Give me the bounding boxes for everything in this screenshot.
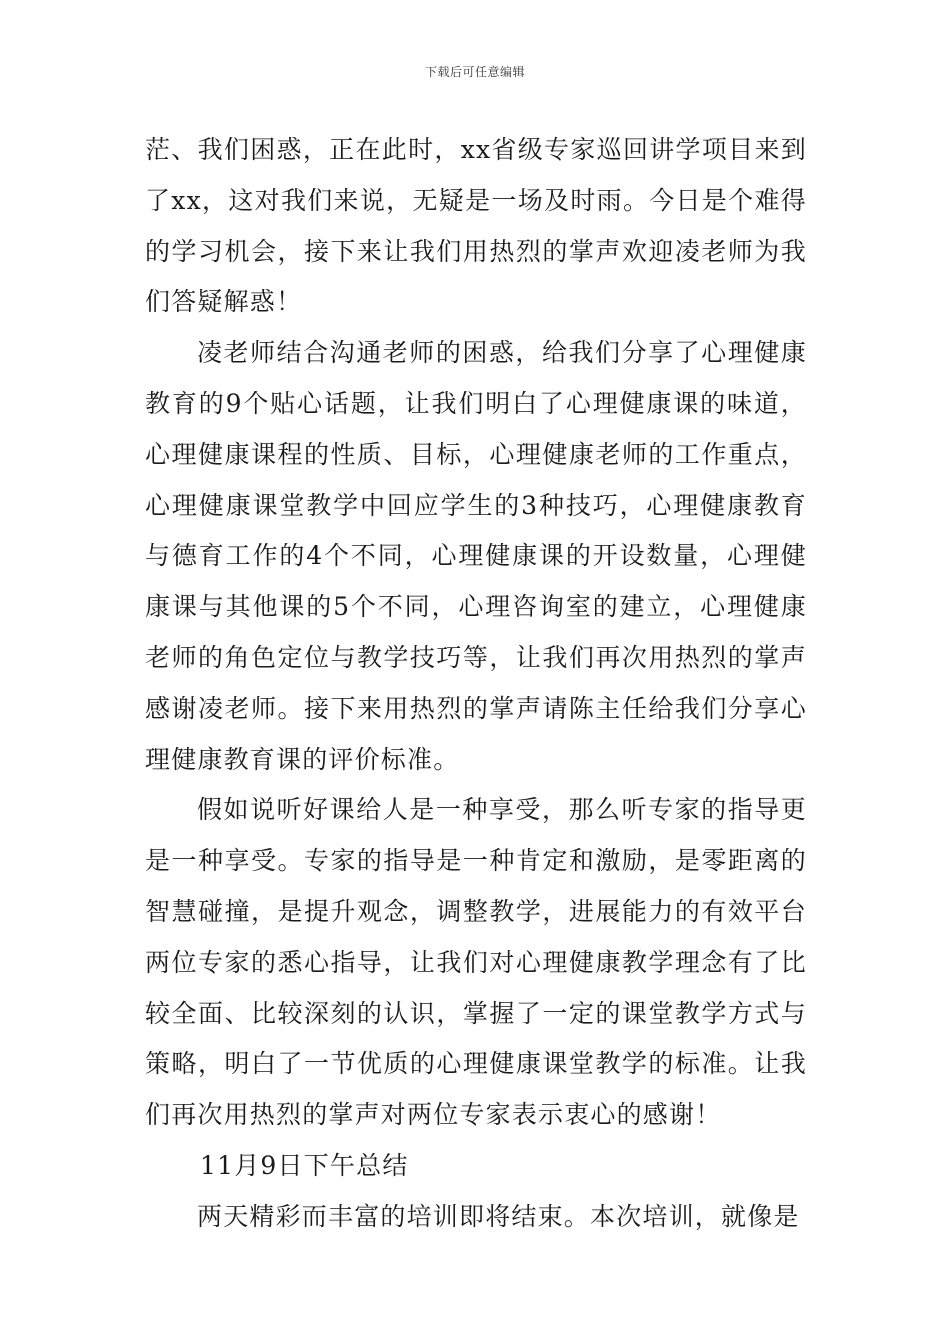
paragraph-opening-continuation: 茫、我们困惑，正在此时，xx省级专家巡回讲学项目来到了xx，这对我们来说，无疑是一场及时雨。今日是个难得的学习机会，接下来让我们用热烈的掌声欢迎凌老师为我们答疑解惑！ [145, 135, 807, 317]
document-body [145, 125, 807, 1243]
page-header: 下载后可任意编辑 [424, 65, 525, 79]
paragraph-teacher-ling-topics: 凌老师结合沟通老师的困惑，给我们分享了心理健康教育的9个贴心话题，让我们明白了心理健康课的味道，心理健康课程的性质、目标，心理健康老师的工作重点，心理健康课堂教学中回应学生的3种技巧，心理健康教育与德育工作的4个不同，心理健康课的开设数量，心理健康课与其他课的5个不同，心理咨询室的建立，心理健康老师的角色定位与教学技巧等，让我们再次用热烈的掌声感谢凌老师。接下来用热烈的掌声请陈主任给我们分享心理健康教育课的评价标准。 [145, 338, 807, 774]
paragraph-training-summary: 两天精彩而丰富的培训即将结束。本次培训，就像是 [197, 1201, 800, 1231]
paragraph-expert-guidance: 假如说听好课给人是一种享受，那么听专家的指导更是一种享受。专家的指导是一种肯定和激励，是零距离的智慧碰撞，是提升观念，调整教学，进展能力的有效平台两位专家的悉心指导，让我们对心理健康教学理念有了比较全面、比较深刻的认识，掌握了一定的课堂教学方式与策略，明白了一节优质的心理健康课堂教学的标准。让我们再次用热烈的掌声对两位专家表示衷心的感谢！ [145, 795, 807, 1130]
section-heading-afternoon-summary: 11月9日下午总结 [200, 1150, 409, 1180]
